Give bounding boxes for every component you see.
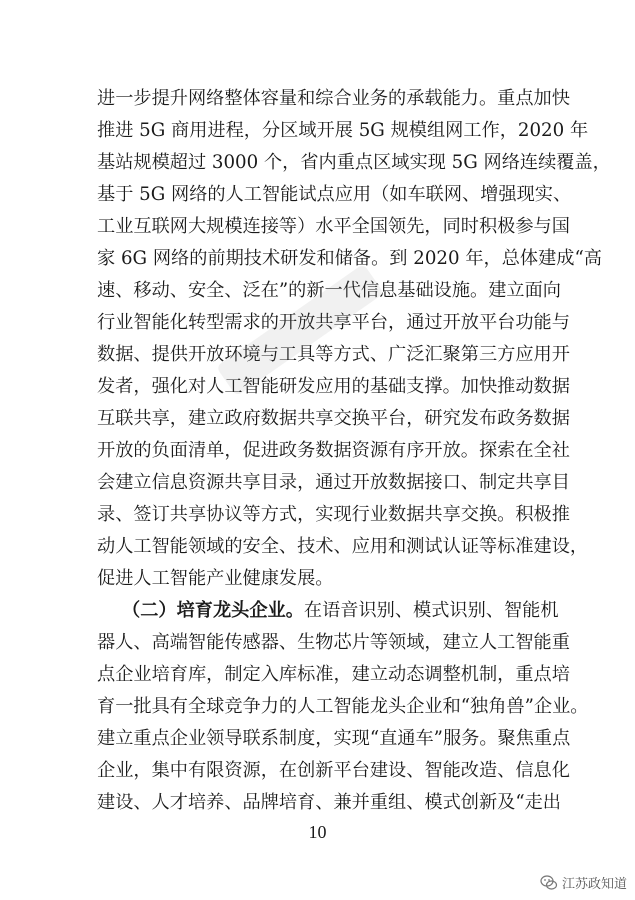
paragraph-line: 发者，强化对人工智能研发应用的基础支撑。加快推动数据 — [97, 376, 570, 397]
section-first-line-rest: 在语音识别、模式识别、智能机 — [303, 600, 559, 621]
paragraph-line: 基站规模超过 3000 个，省内重点区域实现 5G 网络连续覆盖， — [97, 152, 611, 173]
paragraph-line: 行业智能化转型需求的开放共享平台，通过开放平台功能与 — [97, 312, 570, 333]
paragraph-line: 互联共享，建立政府数据共享交换平台，研究发布政务数据 — [97, 408, 570, 429]
section-heading: （二）培育龙头企业。 — [122, 600, 304, 621]
paragraph-line: 点企业培育库，制定入库标准，建立动态调整机制，重点培 — [97, 664, 570, 685]
wechat-icon — [540, 874, 558, 892]
paragraph-line: 推进 5G 商用进程，分区域开展 5G 规模组网工作，2020 年 — [97, 120, 589, 141]
paragraph-line: 会建立信息资源共享目录，通过开放数据接口、制定共享目 — [97, 472, 570, 493]
paragraph-line: 育一批具有全球竞争力的人工智能龙头企业和“独角兽”企业。 — [97, 696, 589, 717]
page-number: 10 — [308, 822, 327, 842]
paragraph-line: 基于 5G 网络的人工智能试点应用（如车联网、增强现实、 — [97, 184, 572, 205]
paragraph-line: 器人、高端智能传感器、生物芯片等领域，建立人工智能重 — [97, 632, 570, 653]
paragraph-line: 录、签订共享协议等方式，实现行业数据共享交换。积极推 — [97, 504, 570, 525]
section-first-line — [122, 596, 559, 626]
paragraph-line: 企业，集中有限资源，在创新平台建设、智能改造、信息化 — [97, 760, 570, 781]
paragraph-line: 工业互联网大规模连接等）水平全国领先，同时积极参与国 — [97, 216, 570, 237]
paragraph-line: 动人工智能领域的安全、技术、应用和测试认证等标准建设， — [97, 536, 589, 557]
brand-badge — [540, 873, 627, 892]
paragraph-line: 建立重点企业领导联系制度，实现“直通车”服务。聚焦重点 — [97, 728, 571, 749]
brand-name: 江苏政知道 — [561, 877, 627, 892]
paragraph-line: 促进人工智能产业健康发展。 — [97, 568, 334, 589]
paragraph-line: 开放的负面清单，促进政务数据资源有序开放。探索在全社 — [97, 440, 570, 461]
paragraph-line: 进一步提升网络整体容量和综合业务的承载能力。重点加快 — [97, 88, 570, 109]
paragraph-line: 速、移动、安全、泛在”的新一代信息基础设施。建立面向 — [97, 280, 561, 301]
paragraph-line: 建设、人才培养、品牌培育、兼并重组、模式创新及“走出 — [97, 792, 561, 813]
paragraph-line: 家 6G 网络的前期技术研发和储备。到 2020 年，总体建成“高 — [97, 248, 602, 269]
paragraph-line: 数据、提供开放环境与工具等方式、广泛汇聚第三方应用开 — [97, 344, 570, 365]
